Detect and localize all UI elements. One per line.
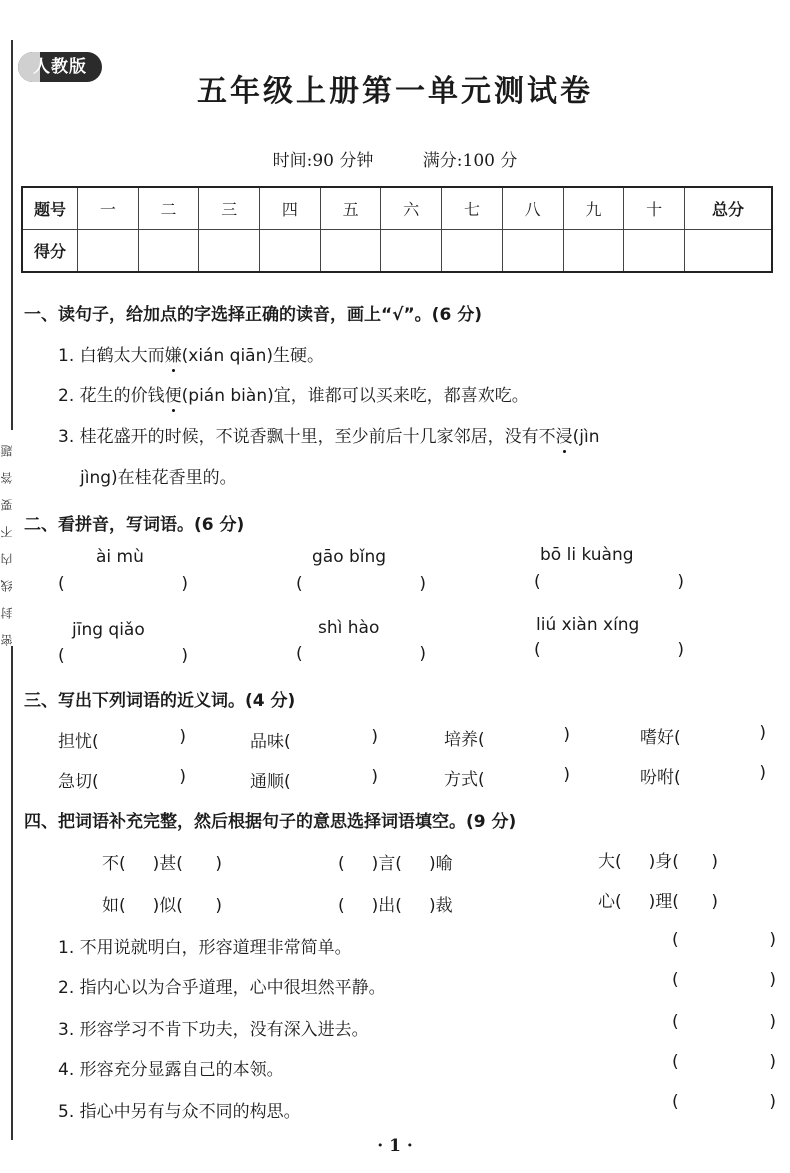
pinyin-choices[interactable]: (jìn [572, 427, 600, 447]
score-table-header-row [22, 187, 772, 230]
score-cell[interactable] [78, 230, 139, 273]
item-text: 桂花盛开的时候，不说香飘十里，至少前后十几家邻居，没有不 [79, 427, 556, 447]
definition-item: 3. 形容学习不肯下功夫，没有深入进去。 [58, 1020, 369, 1040]
answer-blank[interactable]: ( ) [672, 930, 776, 950]
score-table-row1-label: 题号 [22, 187, 78, 230]
answer-blank[interactable]: ( [284, 772, 291, 792]
idiom-fill[interactable]: ( )言( )喻 [338, 854, 453, 874]
edition-badge-label: 人教版 [33, 57, 87, 77]
answer-blank[interactable]: ( ) [58, 574, 188, 594]
dotted-char: 嫌 [165, 341, 182, 366]
answer-blank[interactable]: ( ) [296, 644, 426, 664]
exam-info [0, 146, 790, 171]
section1-item-3 [58, 422, 600, 447]
pinyin-choices[interactable]: (pián biàn)宜，谁都可以买来吃，都喜欢吃。 [181, 386, 529, 406]
synonym-item: 担忧( ) [58, 727, 186, 752]
score-col-header: 三 [199, 187, 260, 230]
answer-blank[interactable]: ( [478, 770, 485, 790]
section1-item-3-line2: jìng)在桂花香里的。 [80, 468, 237, 488]
item-text: 花生的价钱 [79, 386, 165, 406]
answer-blank[interactable]: ( ) [58, 646, 188, 666]
score-col-header: 六 [381, 187, 442, 230]
score-col-header: 一 [78, 187, 139, 230]
section1-item-2 [58, 381, 529, 406]
score-col-header: 四 [260, 187, 321, 230]
score-cell[interactable] [502, 230, 563, 273]
score-col-header: 八 [502, 187, 563, 230]
score-total-cell[interactable] [685, 230, 773, 273]
synonym-item: 嗜好( ) [640, 723, 766, 748]
score-table-score-row [22, 230, 772, 273]
definition-item: 4. 形容充分显露自己的本领。 [58, 1060, 284, 1080]
score-col-header: 二 [138, 187, 199, 230]
section4-heading: 四、把词语补充完整，然后根据句子的意思选择词语填空。(9 分) [24, 812, 517, 832]
definition-item: 2. 指内心以为合乎道理，心中很坦然平静。 [58, 978, 386, 998]
score-cell[interactable] [442, 230, 503, 273]
idiom-fill[interactable]: ( )出( )裁 [338, 896, 453, 916]
score-table-row2-label: 得分 [22, 230, 78, 273]
score-cell[interactable] [624, 230, 685, 273]
score-col-header: 九 [563, 187, 624, 230]
dotted-char: 浸 [556, 422, 573, 447]
exam-full-score: 满分:100 分 [422, 151, 518, 171]
item-text: 白鹤太大而 [79, 346, 165, 366]
section3-heading: 三、写出下列词语的近义词。(4 分) [24, 691, 296, 711]
answer-blank[interactable]: ( ) [534, 640, 684, 660]
score-cell[interactable] [260, 230, 321, 273]
pinyin-prompt: gāo bǐng [312, 547, 387, 567]
answer-blank[interactable]: ( ) [534, 572, 684, 592]
score-cell[interactable] [563, 230, 624, 273]
synonym-item: 品味( ) [250, 727, 378, 752]
exam-time: 时间:90 分钟 [272, 151, 374, 171]
idiom-fill[interactable]: 大( )身( ) [598, 852, 718, 872]
synonym-item: 方式( ) [444, 765, 570, 790]
item-number: 1. [58, 346, 75, 366]
page-number: · 1 · [377, 1136, 413, 1156]
item-number: 2. [58, 386, 75, 406]
answer-blank[interactable]: ( [674, 768, 681, 788]
score-cell[interactable] [199, 230, 260, 273]
seal-line-text: 密封线内不要答题 [1, 430, 21, 646]
answer-blank[interactable]: ( [674, 728, 681, 748]
synonym-item: 培养( ) [444, 725, 570, 750]
definition-item: 5. 指心中另有与众不同的构思。 [58, 1102, 301, 1122]
pinyin-prompt: liú xiàn xíng [536, 615, 640, 635]
pinyin-prompt: shì hào [318, 618, 380, 638]
answer-blank[interactable]: ( ) [672, 970, 776, 990]
idiom-fill[interactable]: 不( )甚( ) [102, 854, 222, 874]
section2-heading: 二、看拼音，写词语。(6 分) [24, 515, 245, 535]
section1-item-1 [58, 341, 324, 366]
answer-blank[interactable]: ( [92, 732, 99, 752]
idiom-fill[interactable]: 如( )似( ) [102, 896, 222, 916]
definition-item: 1. 不用说就明白，形容道理非常简单。 [58, 938, 352, 958]
idiom-fill[interactable]: 心( )理( ) [598, 892, 718, 912]
answer-blank[interactable]: ( [92, 772, 99, 792]
dotted-char: 便 [165, 381, 182, 406]
page-title: 五年级上册第一单元测试卷 [197, 74, 593, 109]
score-col-header: 七 [442, 187, 503, 230]
item-number: 3. [58, 427, 75, 447]
answer-blank[interactable]: ( ) [672, 1012, 776, 1032]
score-cell[interactable] [381, 230, 442, 273]
synonym-item: 急切( ) [58, 767, 186, 792]
pinyin-prompt: jīng qiǎo [72, 620, 145, 640]
answer-blank[interactable]: ( [284, 732, 291, 752]
answer-blank[interactable]: ( ) [672, 1052, 776, 1072]
score-col-header: 五 [320, 187, 381, 230]
answer-blank[interactable]: ( ) [672, 1092, 776, 1112]
section1-heading: 一、读句子，给加点的字选择正确的读音，画上“√”。(6 分) [24, 305, 482, 325]
synonym-item: 吩咐( ) [640, 763, 766, 788]
score-table [21, 186, 773, 273]
score-col-header: 十 [624, 187, 685, 230]
pinyin-choices[interactable]: (xián qiān)生硬。 [181, 346, 324, 366]
pinyin-prompt: ài mù [96, 547, 144, 567]
answer-blank[interactable]: ( ) [296, 574, 426, 594]
pinyin-prompt: bō li kuàng [540, 545, 634, 565]
score-cell[interactable] [138, 230, 199, 273]
score-total-header: 总分 [685, 187, 773, 230]
synonym-item: 通顺( ) [250, 767, 378, 792]
score-cell[interactable] [320, 230, 381, 273]
answer-blank[interactable]: ( [478, 730, 485, 750]
